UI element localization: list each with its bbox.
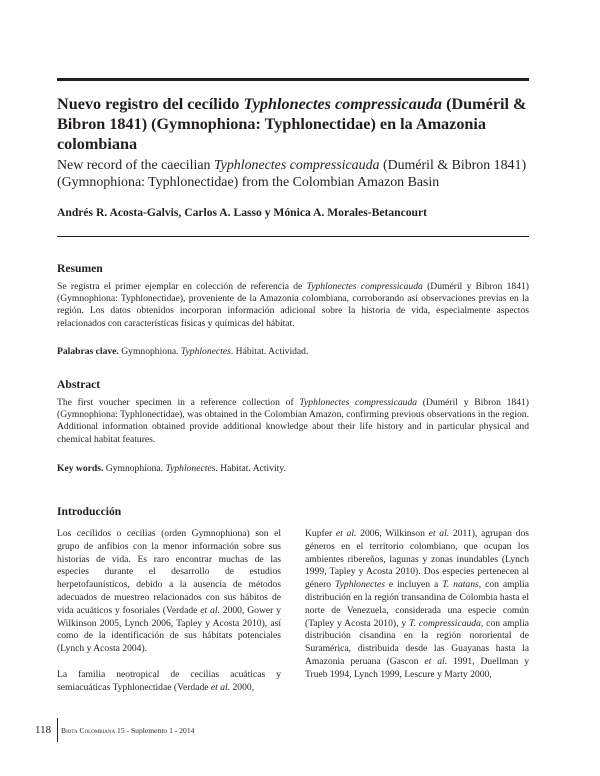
intro-text: 2000, — [230, 681, 255, 693]
page-number: 118 — [35, 724, 52, 736]
intro-left-column — [57, 528, 281, 695]
key-words — [57, 463, 529, 474]
et-al: et al. — [210, 681, 231, 693]
intro-text: La familia neotropical de cecilias acuáticas y semiacuáticas Typhlonectidae (Verdade — [57, 668, 281, 693]
palabras-clave — [57, 346, 529, 357]
intro-text: 2000, Gower y Wilkinson 2005, Lynch 2006, Tapley y Acosta 2010), así como de la identificación de sus hábitats potenciales (Lynch y Acosta 2004). — [57, 604, 282, 655]
et-al: et al. — [200, 604, 220, 616]
title-es-text-2: (Duméril & Bibron 1841) (Gymnophiona: Typhlonectidae) en la Amazonia colombiana — [57, 95, 527, 153]
authors: Andrés R. Acosta-Galvis, Carlos A. Lasso y Mónica A. Morales-Betancourt — [57, 206, 428, 219]
resumen-text-2: (Duméril y Bibron 1841) (Gymnophiona: Typhlonectidae), proveniente de la Amazonia colombiana, corroborando así observaciones previas en la región. Los datos obtenidos incorporan información adicional sobre la historia de vida, especialmente aspectos relacionados con características físicas y químicas del hábitat. — [57, 281, 529, 329]
title-en-text: New record of the caecilian — [57, 158, 214, 173]
intro-right-column — [305, 528, 529, 682]
species-name: T. compressicauda, — [409, 617, 484, 629]
genus-name: Typhlonectes — [335, 579, 385, 591]
intro-text: 2011), agrupan dos géneros en el territorio colombiano, que ocupan los ambientes ribereños, lagunas y zonas inundables (Lynch 1999, Tapley y Acosta 2010). Dos especies pertenecen al género — [305, 528, 529, 591]
intro-left-paragraph-1 — [57, 528, 281, 656]
intro-text: Los cecílidos o cecilias (orden Gymnophiona) son el grupo de anfibios con la menor información sobre sus historias de vida. Es raro encontrar muchas de las especies durante el desarrollo de estudios herpetofaunísticos, debido a la ausencia de métodos adecuados de muestreo relacionados con sus hábitos de vida acuáticos y fosoriales (Verdade — [57, 528, 281, 616]
palabras-clave-text-2: . Hábitat. Actividad. — [230, 346, 309, 357]
key-words-species: Typhlonectes — [165, 463, 216, 474]
journal-name: Biota Colombiana — [61, 726, 116, 735]
abstract-species: Typhlonectes compressicauda — [299, 397, 418, 408]
intro-text: 1991, Duellman y Trueb 1994, Lynch 1999, Lescure y Marty 2000, — [305, 655, 529, 680]
abstract-text: The first voucher specimen in a reference collection of — [57, 397, 300, 408]
key-words-text-2: . Habitat. Activity. — [215, 463, 286, 474]
intro-text: Kupfer — [305, 528, 336, 539]
intro-text: con amplia distribución en la región transandina de Colombia hasta el norte de Venezuela, considerada una especie común (Tapley y Acosta 2010), y — [305, 579, 529, 629]
title-spanish — [57, 94, 529, 154]
palabras-clave-text: Gymnophiona. — [118, 346, 181, 357]
authors-rule — [57, 236, 529, 237]
title-en-species: Typhlonectes compressicauda — [213, 158, 380, 173]
palabras-clave-species: Typhlonectes — [180, 346, 231, 357]
intro-text: e incluyen a — [384, 579, 443, 591]
resumen-heading: Resumen — [57, 262, 103, 275]
et-al: et al. — [335, 528, 357, 539]
resumen-text: Se registra el primer ejemplar en colección de referencia de — [57, 281, 307, 292]
journal-issue: 15 - Suplemento 1 - 2014 — [115, 726, 195, 735]
abstract-text-2: (Duméril y Bibron 1841) (Gymnophiona: Typhlonectidae), was obtained in the Colombian Amazon, confirming previous observations in the region. Additional information obtained provide additional knowledge about their life history and in particular physical and chemical habitat features. — [57, 397, 530, 445]
top-rule — [57, 78, 529, 81]
resumen-paragraph — [57, 281, 529, 330]
resumen-species: Typhlonectes compressicauda — [306, 281, 423, 292]
journal-citation — [61, 726, 194, 735]
key-words-label: Key words. — [57, 463, 104, 474]
intro-text: 2006, Wilkinson — [356, 528, 429, 539]
title-es-text: Nuevo registro del cecílido — [57, 95, 244, 113]
key-words-text: Gymnophiona. — [103, 463, 166, 474]
palabras-clave-label: Palabras clave. — [57, 346, 119, 357]
title-es-species: Typhlonectes compressicauda — [243, 95, 443, 113]
intro-left-paragraph-2 — [57, 669, 281, 695]
intro-right-paragraph — [305, 528, 529, 682]
title-english — [57, 157, 537, 191]
species-name: T. natans, — [442, 579, 482, 591]
et-al: et al. — [424, 655, 448, 667]
intro-text: con amplia distribución cisandina en la región nororiental de Suramérica, distribuida desde las Guayanas hasta la Amazonia peruana (Gascon — [305, 617, 530, 667]
et-al: et al. — [428, 528, 450, 539]
abstract-paragraph — [57, 397, 529, 446]
introduccion-heading: Introducción — [57, 505, 122, 518]
abstract-heading: Abstract — [57, 378, 101, 391]
title-en-text-2: (Duméril & Bibron 1841) (Gymnophiona: Typhlonectidae) from the Colombian Amazon Basin — [57, 158, 527, 190]
footer-rule — [57, 718, 58, 742]
